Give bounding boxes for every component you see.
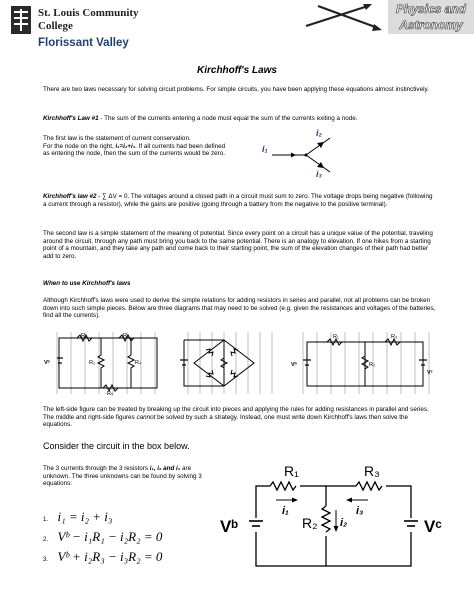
left-circuit-diagram bbox=[43, 330, 171, 396]
node-diagram bbox=[260, 122, 340, 180]
after-diagrams-paragraph bbox=[43, 406, 436, 429]
main-r2-label: R₂ bbox=[302, 515, 318, 531]
main-i3-label: i₃ bbox=[356, 505, 364, 517]
left-r1-label: R₁ bbox=[81, 333, 87, 339]
left-r4-label: R₄ bbox=[135, 360, 142, 366]
campus-name: Florissant Valley bbox=[38, 37, 129, 49]
law1-label: Kirchhoff's Law #1 bbox=[43, 115, 99, 122]
after-diagrams-b: be solved by such a strategy. Instead, one must write down Kirchhoff's laws then solve the equations. bbox=[43, 413, 408, 429]
left-r3-label: R₃ bbox=[123, 333, 130, 339]
equation-1 bbox=[43, 508, 112, 526]
equations-list bbox=[43, 506, 218, 586]
node-i1-label: i₁ bbox=[262, 144, 268, 154]
main-r3-label: R₃ bbox=[364, 463, 380, 479]
after-diagrams-a: The left-side figure can be treated by breaking up the circuit into pieces and applying the rules for adding resistances in parallel and series. The middle and right-side figures bbox=[43, 406, 429, 421]
after-diagrams-em: cannot bbox=[136, 413, 156, 421]
law2-text: The voltages around a closed path in a circuit must sum to zero. The voltage drops being negative (following a current through a resistor), while the gains are positive (going through a battery from the negative to the positive terminal). bbox=[43, 193, 433, 208]
law1-p2b: . If all currents had been defined as entering the node, then the sum of the currents would be zero. bbox=[43, 142, 226, 158]
physics-astronomy-banner bbox=[388, 0, 474, 34]
main-r1-label: R₁ bbox=[284, 463, 299, 479]
main-vc-label: Vᶜ bbox=[424, 517, 442, 536]
right-r3-label: R₃ bbox=[391, 334, 398, 340]
middle-circuit-diagram bbox=[176, 330, 284, 396]
law1-statement bbox=[43, 115, 436, 123]
header bbox=[0, 0, 474, 60]
law1-p1: The first law is the statement of current conservation. bbox=[43, 135, 191, 142]
law2-explanation: The second law is a simple statement of the meaning of potential. Since every point on a circuit has a unique value of the potential, traveling around the circuit, through any path must bring you back to the same potential. There is an analogy to elevation. If one hikes from a starting point of a mountain, and they take any path and come back to their starting point, the sum of the elevation changes of their path had better add to zero. bbox=[43, 230, 433, 260]
right-r2-label: R₂ bbox=[369, 362, 376, 368]
right-vc-label: Vᶜ bbox=[427, 370, 433, 376]
circuit-diagrams-row bbox=[43, 330, 436, 396]
main-circuit-diagram bbox=[218, 458, 453, 578]
banner-line2: Astronomy bbox=[399, 18, 463, 32]
equation-2 bbox=[43, 528, 162, 546]
equation-3-num: 3. bbox=[43, 557, 49, 563]
right-vb-label: Vᵇ bbox=[291, 362, 297, 368]
main-i2-label: i₂ bbox=[340, 517, 348, 529]
intro-paragraph: There are two laws necessary for solving circuit problems. For simple circuits, you have been applying these equations almost instinctively. bbox=[43, 86, 429, 93]
college-logo bbox=[11, 6, 31, 34]
left-r5-label: R₅ bbox=[107, 391, 114, 396]
law2-equation: - ∑ ΔV = 0. bbox=[96, 193, 130, 200]
law1-node-equation: i₁=i₂+i₃ bbox=[115, 142, 136, 150]
equation-1-text: i₁ = i₂ + i₃ bbox=[57, 509, 113, 524]
currents-b: are unknown. The three unknowns can be found by solving 3 equations: bbox=[43, 465, 202, 488]
currents-vars: i₁, i₂ and i₃ bbox=[149, 465, 181, 472]
left-r2-label: R₂ bbox=[89, 360, 96, 366]
node-i3-label: i₃ bbox=[316, 169, 322, 179]
equation-3 bbox=[43, 548, 162, 566]
law2-label: Kirchhoff's law #2 bbox=[43, 193, 97, 200]
right-r1-label: R₁ bbox=[333, 334, 339, 340]
right-circuit-diagram bbox=[289, 330, 436, 396]
law1-text: - The sum of the currents entering a node must equal the sum of the currents exiting a node. bbox=[98, 115, 358, 122]
law1-explanation bbox=[43, 135, 233, 158]
header-vector-graphic bbox=[300, 0, 390, 34]
equation-2-text: Vᵇ − i₁R₁ − i₂R₂ = 0 bbox=[57, 529, 163, 544]
equation-2-num: 2. bbox=[43, 537, 49, 543]
main-vb-label: Vᵇ bbox=[220, 517, 238, 536]
consider-heading: Consider the circuit in the box below. bbox=[43, 441, 190, 451]
page-title: Kirchhoff's Laws bbox=[197, 65, 277, 76]
banner-line1: Physics and bbox=[395, 2, 467, 16]
equation-1-num: 1. bbox=[43, 517, 49, 523]
currents-a: The 3 currents through the 3 resistors bbox=[43, 465, 150, 472]
when-paragraph: Although Kirchhoff's laws were used to derive the simple relations for adding resistors in series and parallel, not all problems can be broken down into such simple pieces. Below are three diagrams that may need to be solved (e.g. given the resistances and voltages of the batteries, find all the currents). bbox=[43, 297, 436, 320]
law1-p2a: For the node on the right, bbox=[43, 142, 116, 150]
equation-3-text: Vᵇ + i₂R₃ − i₃R₂ = 0 bbox=[57, 549, 163, 564]
node-i2-label: i₂ bbox=[316, 128, 322, 138]
when-heading: When to use Kirchhoff's laws bbox=[43, 280, 131, 287]
college-name-line1: St. Louis Community bbox=[38, 7, 139, 19]
main-i1-label: i₁ bbox=[282, 505, 289, 517]
law2-statement bbox=[43, 193, 436, 208]
currents-paragraph bbox=[43, 465, 218, 488]
college-name-line2: College bbox=[38, 20, 73, 32]
left-vb-label: Vᵇ bbox=[44, 360, 50, 366]
